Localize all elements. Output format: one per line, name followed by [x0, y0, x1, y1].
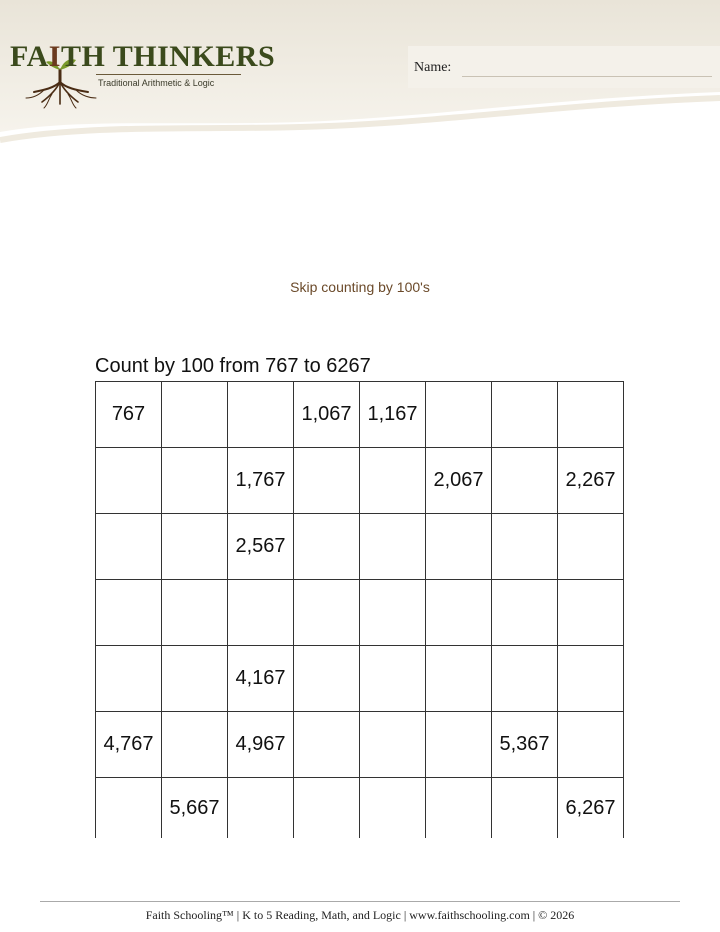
- worksheet-subtitle: Skip counting by 100's: [290, 279, 430, 295]
- grid-cell[interactable]: [558, 514, 624, 580]
- name-label: Name:: [414, 60, 452, 75]
- logo-wordmark: FAITH THINKERS: [10, 40, 276, 73]
- grid-cell[interactable]: [162, 712, 228, 778]
- grid-row: [96, 448, 624, 514]
- grid-cell[interactable]: [360, 778, 426, 839]
- grid-row: [96, 712, 624, 778]
- grid-cell[interactable]: [360, 646, 426, 712]
- grid-cell[interactable]: [360, 448, 426, 514]
- grid-row: [96, 580, 624, 646]
- grid-cell[interactable]: [228, 382, 294, 448]
- counting-grid: [95, 381, 624, 838]
- footer-divider: [40, 901, 680, 902]
- grid-cell[interactable]: [294, 448, 360, 514]
- grid-cell[interactable]: [426, 514, 492, 580]
- grid-cell[interactable]: [294, 712, 360, 778]
- grid-cell[interactable]: [162, 514, 228, 580]
- grid-cell[interactable]: 5,667: [162, 778, 228, 839]
- logo-divider: [96, 74, 241, 75]
- grid-cell[interactable]: [492, 646, 558, 712]
- grid-cell[interactable]: [360, 580, 426, 646]
- worksheet-instructions: Count by 100 from 767 to 6267: [95, 355, 371, 377]
- grid-cell[interactable]: [558, 580, 624, 646]
- grid-cell[interactable]: [492, 448, 558, 514]
- grid-cell[interactable]: [558, 382, 624, 448]
- grid-cell[interactable]: [228, 580, 294, 646]
- faith-thinkers-logo: [4, 26, 276, 110]
- grid-cell[interactable]: [294, 580, 360, 646]
- grid-cell[interactable]: 5,367: [492, 712, 558, 778]
- grid-cell[interactable]: 1,767: [228, 448, 294, 514]
- grid-cell[interactable]: 1,167: [360, 382, 426, 448]
- grid-cell[interactable]: [492, 580, 558, 646]
- grid-cell[interactable]: [96, 646, 162, 712]
- grid-cell[interactable]: [96, 448, 162, 514]
- grid-cell[interactable]: [492, 514, 558, 580]
- grid-cell[interactable]: [426, 382, 492, 448]
- grid-cell[interactable]: 2,267: [558, 448, 624, 514]
- grid-cell[interactable]: [96, 580, 162, 646]
- grid-cell[interactable]: [228, 778, 294, 839]
- grid-row: [96, 514, 624, 580]
- grid-cell[interactable]: [492, 382, 558, 448]
- grid-cell[interactable]: 4,967: [228, 712, 294, 778]
- grid-cell[interactable]: [426, 646, 492, 712]
- logo-tagline: Traditional Arithmetic & Logic: [98, 78, 215, 88]
- grid-cell[interactable]: [294, 646, 360, 712]
- grid-cell[interactable]: [162, 382, 228, 448]
- grid-cell[interactable]: [360, 514, 426, 580]
- grid-cell[interactable]: 1,067: [294, 382, 360, 448]
- grid-cell[interactable]: [558, 712, 624, 778]
- name-field-line[interactable]: [462, 76, 712, 77]
- grid-cell[interactable]: 4,767: [96, 712, 162, 778]
- grid-cell[interactable]: [294, 514, 360, 580]
- grid-cell[interactable]: [294, 778, 360, 839]
- grid-cell[interactable]: 6,267: [558, 778, 624, 839]
- grid-cell[interactable]: 4,167: [228, 646, 294, 712]
- grid-cell[interactable]: [360, 712, 426, 778]
- page-footer: Faith Schooling™ | K to 5 Reading, Math, and Logic | www.faithschooling.com | © 2026: [145, 908, 575, 922]
- grid-cell[interactable]: 767: [96, 382, 162, 448]
- grid-cell[interactable]: [558, 646, 624, 712]
- grid-cell[interactable]: [492, 778, 558, 839]
- grid-cell[interactable]: [426, 712, 492, 778]
- grid-row: [96, 778, 624, 839]
- grid-cell[interactable]: [426, 778, 492, 839]
- grid-cell[interactable]: [162, 646, 228, 712]
- grid-cell[interactable]: 2,067: [426, 448, 492, 514]
- grid-cell[interactable]: [426, 580, 492, 646]
- grid-cell[interactable]: [162, 580, 228, 646]
- grid-row: [96, 382, 624, 448]
- grid-cell[interactable]: [96, 778, 162, 839]
- grid-row: [96, 646, 624, 712]
- grid-cell[interactable]: [96, 514, 162, 580]
- grid-cell[interactable]: [162, 448, 228, 514]
- grid-cell[interactable]: 2,567: [228, 514, 294, 580]
